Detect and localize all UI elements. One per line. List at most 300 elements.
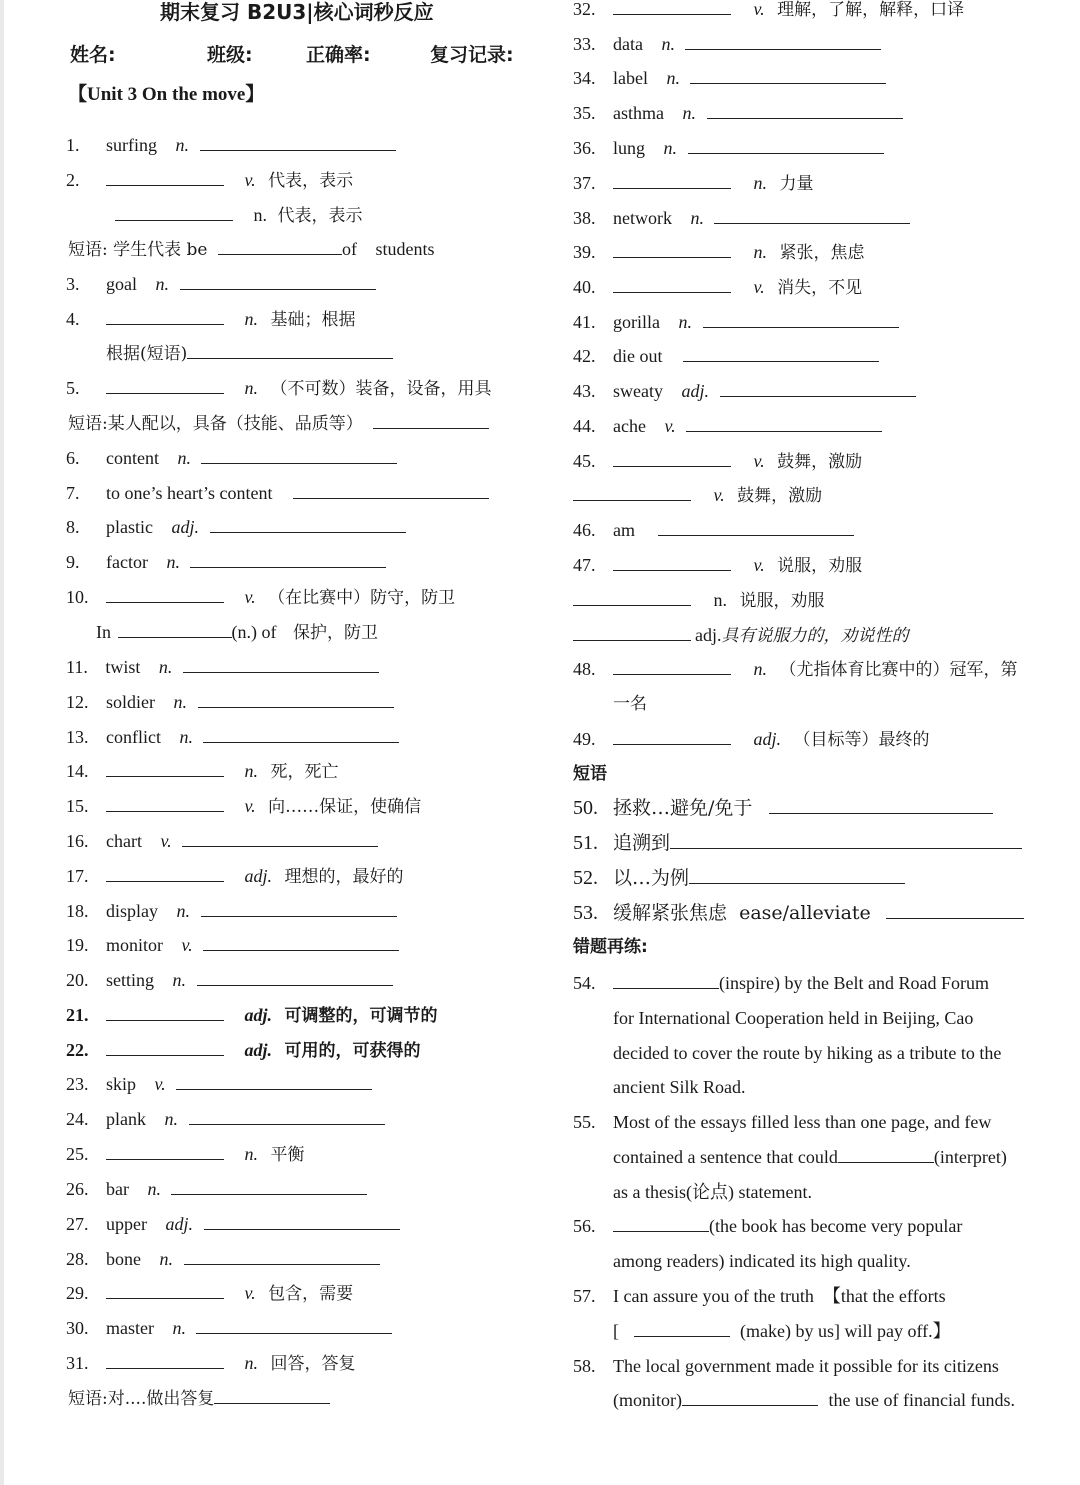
answer-blank[interactable] <box>106 168 224 186</box>
item-number: 10. <box>66 587 89 607</box>
item-number: 27. <box>66 1214 89 1234</box>
answer-blank[interactable] <box>190 550 386 568</box>
list-item <box>573 414 882 438</box>
item-number: 35. <box>573 103 596 123</box>
item-pos: v. <box>244 796 256 816</box>
item-number: 3. <box>66 274 80 294</box>
list-item <box>66 272 376 296</box>
item-number: 43. <box>573 381 596 401</box>
item-number: 19. <box>66 935 89 955</box>
list-item <box>573 588 825 612</box>
answer-blank[interactable] <box>886 901 1024 919</box>
name-label: 姓名: <box>70 44 116 66</box>
answer-blank[interactable] <box>686 414 882 432</box>
item-meaning: 回答，答复 <box>270 1354 356 1374</box>
item-word: label <box>613 68 648 88</box>
item-prompt: 追溯到 <box>613 832 671 854</box>
item-pos: n. <box>690 208 704 228</box>
answer-blank[interactable] <box>573 483 691 501</box>
item-number: 17. <box>66 866 89 886</box>
answer-blank[interactable] <box>838 1145 934 1163</box>
list-item <box>573 275 862 299</box>
item-word: plank <box>106 1109 146 1129</box>
item-pos: n. <box>253 205 267 225</box>
phrase-suffix: (n.) of <box>231 622 277 642</box>
list-item <box>66 481 489 505</box>
item-pos: v. <box>753 0 765 19</box>
item-number: 36. <box>573 138 596 158</box>
answer-blank[interactable] <box>707 101 903 119</box>
list-item <box>66 1316 392 1340</box>
phrase-prompt: In <box>96 622 111 642</box>
answer-blank[interactable] <box>634 1319 730 1337</box>
answer-blank[interactable] <box>115 203 233 221</box>
item-word: plastic <box>106 517 153 537</box>
item-meaning: 紧张，焦虑 <box>779 243 865 263</box>
list-item <box>68 411 489 435</box>
item-word: chart <box>106 831 142 851</box>
answer-blank[interactable] <box>670 831 1022 849</box>
item-number: 40. <box>573 277 596 297</box>
item-word: goal <box>106 274 137 294</box>
list-item <box>66 550 386 574</box>
item-pos: adj. <box>681 381 709 401</box>
item-word: content <box>106 448 159 468</box>
list-item <box>115 203 363 227</box>
item-pos: n. <box>177 448 191 468</box>
item-number: 23. <box>66 1074 89 1094</box>
page-edge <box>0 0 4 1485</box>
item-pos: n. <box>753 242 767 262</box>
item-pos: n. <box>164 1109 178 1129</box>
unit-heading: 【Unit 3 On the move】 <box>68 84 265 105</box>
answer-blank[interactable] <box>613 1214 709 1232</box>
item-meaning: （目标等）最终的 <box>793 730 930 750</box>
item-meaning: 死，死亡 <box>270 762 339 782</box>
answer-blank[interactable] <box>201 899 397 917</box>
item-pos: n. <box>244 1144 258 1164</box>
item-text: (inspire) by the Belt and Road Forum <box>719 973 989 993</box>
item-text: the use of financial funds. <box>828 1390 1015 1410</box>
list-item <box>66 1038 421 1062</box>
list-item <box>66 168 353 192</box>
answer-blank[interactable] <box>204 1212 400 1230</box>
item-number: 39. <box>573 242 596 262</box>
item-pos: n. <box>244 309 258 329</box>
answer-blank[interactable] <box>183 655 379 673</box>
answer-blank[interactable] <box>106 1281 224 1299</box>
item-text: (make) by us] will pay off.】 <box>740 1321 951 1341</box>
item-pos: n. <box>661 34 675 54</box>
item-word: surfing <box>106 135 157 155</box>
item-pos: v. <box>160 831 172 851</box>
phrase-after: students <box>375 239 435 259</box>
item-number: 33. <box>573 34 596 54</box>
item-pos: n. <box>244 378 258 398</box>
item-pos: n. <box>244 761 258 781</box>
item-pos: n. <box>244 1353 258 1373</box>
answer-blank[interactable] <box>106 794 224 812</box>
item-meaning: 基础；根据 <box>270 310 356 330</box>
phrase-prompt: 根据(短语) <box>106 344 188 364</box>
item-pos: n. <box>155 274 169 294</box>
answer-blank[interactable] <box>180 272 376 290</box>
answer-blank[interactable] <box>769 796 993 814</box>
item-number: 42. <box>573 346 596 366</box>
list-item <box>68 1386 330 1410</box>
item-word: sweaty <box>613 381 663 401</box>
list-item <box>66 759 339 783</box>
item-number: 46. <box>573 520 596 540</box>
item-meaning: 保护，防卫 <box>292 623 378 643</box>
item-number: 25. <box>66 1144 89 1164</box>
item-number: 51. <box>573 832 598 854</box>
item-number: 45. <box>573 451 596 471</box>
item-word: upper <box>106 1214 147 1234</box>
list-item <box>573 32 881 56</box>
list-item <box>66 690 394 714</box>
item-number: 50. <box>573 797 598 819</box>
review-record-label: 复习记录: <box>430 44 514 66</box>
item-meaning: （在比赛中）防守，防卫 <box>268 588 456 608</box>
item-pos: n. <box>172 1318 186 1338</box>
item-text: (interpret) <box>933 1147 1007 1167</box>
answer-blank[interactable] <box>613 727 731 745</box>
item-number: 47. <box>573 555 596 575</box>
list-item <box>66 933 399 957</box>
item-prompt: 以…为例 <box>613 867 690 889</box>
item-meaning: 代表，表示 <box>268 171 354 191</box>
list-item <box>66 864 404 888</box>
item-text: Most of the essays filled less than one page, and few <box>613 1112 992 1132</box>
phrase-prompt: 短语:对....做出答复 <box>68 1389 215 1409</box>
list-item <box>573 449 862 473</box>
item-number: 12. <box>66 692 89 712</box>
list-item <box>66 446 397 470</box>
answer-blank[interactable] <box>613 449 731 467</box>
item-number: 52. <box>573 867 598 889</box>
list-item <box>573 1214 962 1238</box>
list-item <box>573 379 916 403</box>
list-item <box>573 553 862 577</box>
item-number: 37. <box>573 173 596 193</box>
item-number: 16. <box>66 831 89 851</box>
item-number: 15. <box>66 796 89 816</box>
item-pos: v. <box>664 416 676 436</box>
item-number: 21. <box>66 1005 89 1025</box>
list-item <box>66 794 421 818</box>
item-number: 44. <box>573 416 596 436</box>
item-word: gorilla <box>613 312 660 332</box>
item-pos: n. <box>663 138 678 158</box>
item-pos: n. <box>158 657 173 677</box>
item-text: contained a sentence that could <box>613 1147 838 1167</box>
item-meaning: 理想的，最好的 <box>284 867 404 887</box>
item-number: 38. <box>573 208 596 228</box>
answer-blank[interactable] <box>197 968 393 986</box>
answer-blank[interactable] <box>106 759 224 777</box>
item-word: to one’s heart’s content <box>106 483 273 503</box>
item-meaning-continued: 一名 <box>613 694 647 714</box>
item-text-line: among readers) indicated its high quality. <box>613 1251 911 1271</box>
list-item <box>573 136 884 160</box>
list-item <box>106 341 393 365</box>
list-item <box>66 1003 438 1027</box>
item-number: 9. <box>66 552 80 572</box>
item-text: [ <box>613 1321 619 1341</box>
item-word: conflict <box>106 727 161 747</box>
item-pos: v. <box>713 485 725 505</box>
answer-blank[interactable] <box>689 866 905 884</box>
item-pos: n. <box>175 135 189 155</box>
list-item <box>66 829 378 853</box>
answer-blank[interactable] <box>106 1038 224 1056</box>
list-item <box>573 623 909 647</box>
item-meaning: （尤指体育比赛中的）冠军，第 <box>779 660 1018 680</box>
item-pos: v. <box>753 451 765 471</box>
item-meaning: 消失，不见 <box>777 278 863 298</box>
item-number: 2. <box>66 170 80 190</box>
item-text-line: decided to cover the route by hiking as a tribute to the <box>613 1043 1002 1063</box>
item-word: skip <box>106 1074 137 1094</box>
item-number: 5. <box>66 378 80 398</box>
item-pos: adj. <box>171 517 200 537</box>
item-pos: n. <box>172 970 186 990</box>
item-number: 30. <box>66 1318 89 1338</box>
item-number: 11. <box>66 657 88 677</box>
answer-blank[interactable] <box>703 310 899 328</box>
answer-blank[interactable] <box>106 864 224 882</box>
item-pos: adj. <box>244 866 273 886</box>
list-item <box>66 1072 372 1096</box>
list-item <box>573 483 822 507</box>
item-word: ache <box>613 416 646 436</box>
list-item <box>613 1388 1015 1412</box>
item-pos: adj. <box>695 625 722 645</box>
item-word: soldier <box>106 692 155 712</box>
list-item <box>68 237 435 261</box>
list-item <box>573 831 1022 855</box>
item-pos: v. <box>181 935 193 955</box>
answer-blank[interactable] <box>685 32 881 50</box>
item-number: 14. <box>66 761 89 781</box>
list-item <box>573 240 865 264</box>
answer-blank[interactable] <box>714 206 910 224</box>
answer-blank[interactable] <box>720 379 916 397</box>
list-item <box>96 620 378 644</box>
list-item <box>573 901 1024 925</box>
list-item <box>573 1354 999 1378</box>
list-item <box>66 133 396 157</box>
list-item <box>66 1351 356 1375</box>
phrase-prompt: 短语: 学生代表 be <box>68 240 208 260</box>
item-text: The local government made it possible for its citizens <box>613 1356 999 1376</box>
phrases-heading: 短语 <box>573 764 607 784</box>
answer-blank[interactable] <box>189 1107 385 1125</box>
list-item <box>573 66 886 90</box>
item-word: master <box>106 1318 154 1338</box>
answer-blank[interactable] <box>171 1177 367 1195</box>
answer-blank[interactable] <box>203 933 399 951</box>
answer-blank[interactable] <box>187 341 393 359</box>
answer-blank[interactable] <box>613 275 731 293</box>
answer-blank[interactable] <box>106 376 224 394</box>
answer-blank[interactable] <box>613 240 731 258</box>
item-meaning: 包含，需要 <box>268 1284 354 1304</box>
list-item <box>573 518 854 542</box>
answer-blank[interactable] <box>690 66 886 84</box>
list-item <box>66 1142 305 1166</box>
list-item <box>573 1110 991 1134</box>
answer-blank[interactable] <box>198 690 394 708</box>
item-word: bar <box>106 1179 129 1199</box>
answer-blank[interactable] <box>682 1388 818 1406</box>
answer-blank[interactable] <box>613 657 731 675</box>
list-item <box>573 0 964 21</box>
item-word: display <box>106 901 158 921</box>
item-number: 58. <box>573 1356 596 1376</box>
answer-blank[interactable] <box>613 971 719 989</box>
list-item <box>66 725 399 749</box>
answer-blank[interactable] <box>184 1247 380 1265</box>
item-pos: v. <box>753 277 765 297</box>
item-pos: n. <box>713 590 727 610</box>
item-number: 28. <box>66 1249 89 1269</box>
answer-blank[interactable] <box>293 481 489 499</box>
list-item <box>66 585 455 609</box>
item-pos: n. <box>147 1179 161 1199</box>
answer-blank[interactable] <box>200 133 396 151</box>
item-meaning: 理解，了解，解释，口译 <box>777 0 965 20</box>
item-pos: n. <box>753 659 767 679</box>
item-pos: n. <box>166 552 180 572</box>
item-text: I can assure you of the truth 【that the efforts <box>613 1286 946 1306</box>
item-pos: n. <box>179 727 193 747</box>
answer-blank[interactable] <box>106 585 224 603</box>
list-item <box>573 971 989 995</box>
item-word: asthma <box>613 103 664 123</box>
item-meaning: 平衡 <box>270 1145 305 1165</box>
answer-blank[interactable] <box>106 1351 224 1369</box>
item-pos: v. <box>244 170 256 190</box>
list-item <box>573 796 993 820</box>
list-item <box>573 171 814 195</box>
list-item <box>573 310 899 334</box>
item-meaning: 说服，劝服 <box>777 556 863 576</box>
item-word: monitor <box>106 935 163 955</box>
item-word: am <box>613 520 635 540</box>
item-meaning: 可调整的，可调节的 <box>284 1006 438 1026</box>
list-item <box>573 1284 946 1308</box>
item-number: 4. <box>66 309 80 329</box>
answer-blank[interactable] <box>573 623 691 641</box>
answer-blank[interactable] <box>214 1386 330 1404</box>
item-meaning: 力量 <box>779 174 814 194</box>
item-number: 56. <box>573 1216 596 1236</box>
item-pos: v. <box>753 555 765 575</box>
list-item <box>66 1107 385 1131</box>
item-pos: n. <box>159 1249 173 1269</box>
item-word: network <box>613 208 672 228</box>
phrase-suffix: of <box>341 239 357 259</box>
item-pos: v. <box>154 1074 166 1094</box>
item-word: setting <box>106 970 154 990</box>
item-meaning: 鼓舞，激励 <box>737 486 823 506</box>
class-label: 班级: <box>207 44 253 66</box>
answer-blank[interactable] <box>613 171 731 189</box>
item-pos: v. <box>244 587 256 607</box>
answer-blank[interactable] <box>688 136 884 154</box>
list-item <box>66 1281 353 1305</box>
answer-blank[interactable] <box>613 553 731 571</box>
item-pos: adj. <box>753 729 782 749</box>
item-number: 13. <box>66 727 89 747</box>
item-text: (the book has become very popular <box>709 1216 963 1236</box>
list-item <box>66 515 406 539</box>
item-number: 53. <box>573 902 598 924</box>
item-prompt: 缓解紧张焦虑 ease/alleviate <box>613 902 871 924</box>
item-word: twist <box>105 657 141 677</box>
answer-blank[interactable] <box>182 829 378 847</box>
worksheet-title: 期末复习 B2U3|核心词秒反应 <box>160 0 434 24</box>
answer-blank[interactable] <box>176 1072 372 1090</box>
answer-blank[interactable] <box>106 307 224 325</box>
list-item <box>573 866 905 890</box>
item-text: (monitor) <box>613 1390 682 1410</box>
item-meaning: 可用的，可获得的 <box>284 1041 421 1061</box>
item-number: 6. <box>66 448 80 468</box>
item-word: factor <box>106 552 148 572</box>
item-word: bone <box>106 1249 141 1269</box>
answer-blank[interactable] <box>658 518 854 536</box>
list-item <box>66 1247 380 1271</box>
list-item <box>66 376 492 400</box>
answer-blank[interactable] <box>203 725 399 743</box>
item-pos: n. <box>176 901 190 921</box>
list-item <box>573 344 879 368</box>
item-number: 49. <box>573 729 596 749</box>
item-number: 34. <box>573 68 596 88</box>
item-meaning: 鼓舞，激励 <box>777 452 863 472</box>
answer-blank[interactable] <box>218 237 342 255</box>
item-pos: adj. <box>244 1005 273 1025</box>
item-number: 32. <box>573 0 596 19</box>
answer-blank[interactable] <box>118 620 232 638</box>
item-prompt: 拯救…避免/免于 <box>613 797 753 819</box>
answer-blank[interactable] <box>210 515 406 533</box>
phrase-prompt: 短语:某人配以，具备（技能、品质等） <box>68 414 363 434</box>
item-word: lung <box>613 138 646 158</box>
item-number: 20. <box>66 970 89 990</box>
item-number: 48. <box>573 659 596 679</box>
answer-blank[interactable] <box>106 1003 224 1021</box>
answer-blank[interactable] <box>573 588 691 606</box>
answer-blank[interactable] <box>373 411 489 429</box>
answer-blank[interactable] <box>613 0 731 15</box>
item-text-line: as a thesis(论点) statement. <box>613 1182 812 1202</box>
answer-blank[interactable] <box>106 1142 224 1160</box>
list-item <box>66 307 356 331</box>
answer-blank[interactable] <box>201 446 397 464</box>
item-text-line: ancient Silk Road. <box>613 1077 746 1097</box>
answer-blank[interactable] <box>196 1316 392 1334</box>
item-word: data <box>613 34 643 54</box>
list-item <box>613 1145 1007 1169</box>
item-meaning: 说服，劝服 <box>739 591 825 611</box>
answer-blank[interactable] <box>683 344 879 362</box>
item-meaning: 具有说服力的，劝说性的 <box>721 626 909 646</box>
list-item <box>66 899 397 923</box>
